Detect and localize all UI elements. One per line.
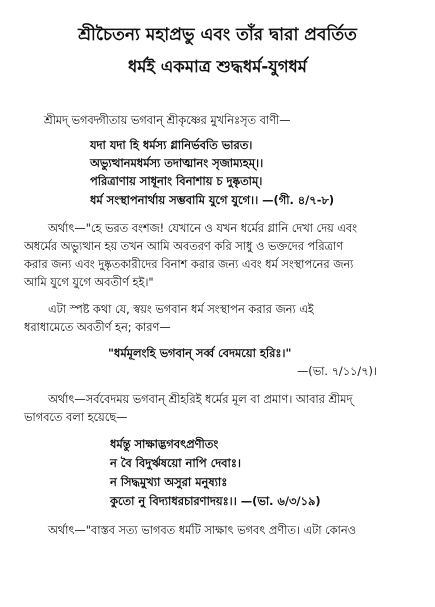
verse2-reference: —(ভা. ৭/১১/৭)। xyxy=(297,365,377,378)
verse2-text: "ধর্মমূলংহি ভগবান্ সর্ব্ব বেদময়ো হরিঃ।" xyxy=(108,346,292,360)
verse1-line1: যদা যদা হি ধর্মস্য গ্লানির্ভবতি ভারত। xyxy=(90,138,253,152)
verse3-line3: ন সিদ্ধমুখ্যা অসুরা মনুষ্যাঃ xyxy=(110,475,228,489)
verse3-line1: ধর্মন্তু সাক্ষাদ্ভগবৎপ্রণীতং xyxy=(110,437,219,451)
para3-line1: অর্থাৎ—সর্ববেদময় ভগবান্ শ্রীহরিই ধর্মের মূল বা প্রমাণ। আবার শ্রীমদ্ xyxy=(48,393,353,406)
para2-line2: ধরাধামেতে অবতীর্ণ হন; কারণ— xyxy=(24,321,171,334)
meaning1-line3: করার জন্য এবং দুষ্কৃতকারীদের বিনাশ করার জন্য এবং ধর্ম সংস্থাপনের জন্য xyxy=(24,258,354,271)
meaning1-line4: আমি যুগে যুগে অবতীর্ণ হই।" xyxy=(24,276,154,289)
intro-text: শ্রীমদ্ ভগবদ্গীতায় ভগবান্ শ্রীকৃষ্ণের মুখনিঃসৃত বাণী— xyxy=(44,114,291,127)
meaning1-line1: অর্থাৎ—"হে ভরত বংশজ! যেখানে ও যখন ধর্মের গ্লানি দেখা দেয় এবং xyxy=(48,222,358,235)
page-title: শ্রীচৈতন্য মহাপ্রভু এবং তাঁর দ্বারা প্রবর্তিত xyxy=(78,25,357,45)
verse3-line4: কুতো নু বিদ্যাধরচারণাদয়ঃ।। —(ভা. ৬/৩/১৯) xyxy=(110,494,321,508)
page-subtitle: ধর্মই একমাত্র শুদ্ধধর্ম-যুগধর্ম xyxy=(128,57,307,76)
para2-line1: এটা স্পষ্ট কথা যে, স্বয়ং ভগবান ধর্ম সংস্থাপন করার জন্য এই xyxy=(48,303,314,316)
verse1-line2: অভ্যুত্থানমধর্মস্য তদাত্মানং সৃজাম্যহম্।। xyxy=(90,156,264,170)
para3-line2: ভাগবতে বলা হয়েছে— xyxy=(24,411,128,424)
para4-line1: অর্থাৎ—"বাস্তব সত্য ভাগবত ধর্মটি সাক্ষাৎ ভগবৎ প্রণীত। এটা কোনও xyxy=(48,524,356,537)
meaning1-line2: অধর্মের অভ্যুত্থান হয় তখন আমি অবতরণ করি সাধু ও ভক্তদের পরিত্রাণ xyxy=(24,240,344,253)
verse3-line2: ন বৈ বিদুর্ঋষয়ো নাপি দেবাঃ। xyxy=(110,456,241,470)
verse1-line4: ধর্ম সংস্থাপনার্থায় সম্ভবামি যুগে যুগে।। —(গী. ৪/৭-৮) xyxy=(90,193,335,207)
verse1-line3: পরিত্রাণায় সাধূনাং বিনাশায় চ দুষ্কৃতাম্। xyxy=(90,174,263,188)
